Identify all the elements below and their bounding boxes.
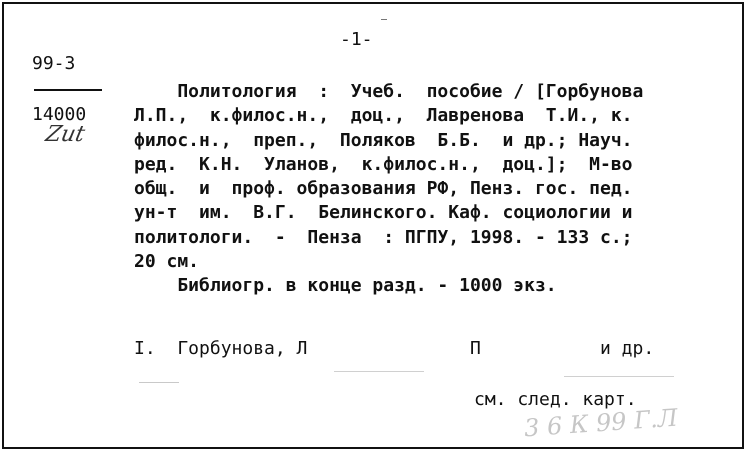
description-line: Библиогр. в конце разд. - 1000 экз.: [134, 275, 557, 297]
scan-speck: [381, 19, 387, 20]
scan-speck: [334, 371, 424, 372]
description-line: ред. К.Н. Уланов, к.филос.н., доц.]; М-во: [134, 153, 633, 175]
inventory-number: 14000: [32, 104, 87, 125]
catalog-card: [2, 2, 744, 449]
shelf-mark: 99-3: [32, 53, 76, 74]
description-line: филос.н., преп., Поляков Б.Б. и др.; Науч.: [134, 129, 633, 151]
tracing-line: I. Горбунова, Л П и др.: [134, 338, 655, 359]
bibliographic-description: [134, 80, 724, 299]
description-line: политологи. - Пенза : ПГПУ, 1998. - 133 с.;: [134, 226, 633, 248]
description-line: Л.П., к.филос.н., доц., Лавренова Т.И., к.: [134, 105, 633, 127]
description-line: ун-т им. В.Г. Белинского. Каф. социологии и: [134, 202, 633, 224]
faded-stamp: 3 6 К 99 Г.Л: [523, 403, 679, 443]
scan-speck: [139, 382, 179, 383]
call-number-divider: [34, 89, 102, 91]
description-line: общ. и проф. образования РФ, Пенз. гос. пед.: [134, 178, 633, 200]
description-line: 20 см.: [134, 251, 200, 273]
continuation-note: см. след. карт.: [474, 389, 637, 410]
description-line: Политология : Учеб. пособие / [Горбунова: [134, 81, 644, 102]
handwritten-note: Zut: [43, 122, 87, 147]
card-number: -1-: [340, 29, 373, 50]
scan-speck: [564, 376, 674, 377]
